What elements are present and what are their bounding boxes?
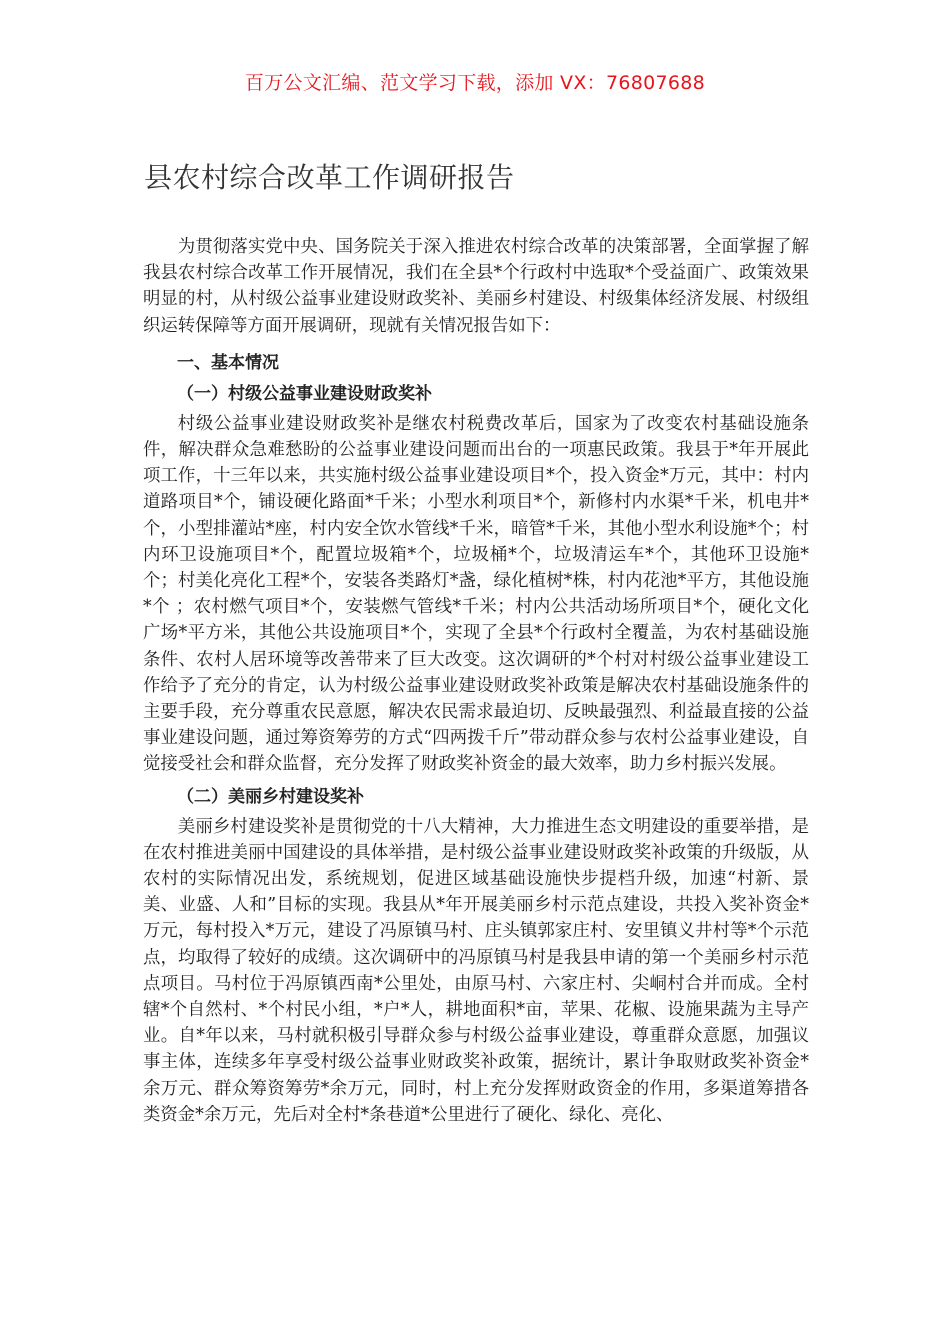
promo-banner: 百万公文汇编、范文学习下载，添加 VX：76807688 bbox=[244, 72, 706, 94]
public-welfare-subsidy-paragraph: 村级公益事业建设财政奖补是继农村税费改革后，国家为了改变农村基础设施条件，解决群众急难愁盼的公益事业建设问题而出台的一项惠民政策。我县于*年开展此项工作，十三年以来，共实施村级公益事业建设项目*个，投入资金*万元，其中：村内道路项目*个，铺设硬化路面*千米；小型水利项目*个，新修村内水渠*千米，机电井*个，小型排灌站*座，村内安全饮水管线*千米，暗管*千米，其他小型水利设施*个；村内环卫设施项目*个，配置垃圾箱*个，垃圾桶*个，垃圾清运车*个，其他环卫设施*个；村美化亮化工程*个，安装各类路灯*盏，绿化植树*株，村内花池*平方，其他设施*个 ；农村燃气项目*个，安装燃气管线*千米；村内公共活动场所项目*个，硬化文化广场*平方米，其他公共设施项目*个，实现了全县*个行政村全覆盖，为农村基础设施条件、农村人居环境等改善带来了巨大改变。这次调研的*个村对村级公益事业建设工作给予了充分的肯定，认为村级公益事业建设财政奖补政策是解决农村基础设施条件的主要手段，充分尊重农民意愿，解决农民需求最迫切、反映最强烈、利益最直接的公益事业建设问题，通过筹资筹劳的方式“四两拨千斤”带动群众参与农村公益事业建设，自觉接受社会和群众监督，充分发挥了财政奖补资金的最大效率，助力乡村振兴发展。 bbox=[143, 413, 809, 775]
subsection-heading-public-welfare-subsidy: （一）村级公益事业建设财政奖补 bbox=[177, 383, 432, 404]
subsection-heading-beautiful-village-subsidy: （二）美丽乡村建设奖补 bbox=[177, 786, 364, 807]
beautiful-village-paragraph: 美丽乡村建设奖补是贯彻党的十八大精神，大力推进生态文明建设的重要举措，是在农村推进美丽中国建设的具体举措，是村级公益事业建设财政奖补政策的升级版，从农村的实际情况出发，系统规划，促进区域基础设施快步提档升级，加速“村新、景美、业盛、人和”目标的实现。我县从*年开展美丽乡村示范点建设，共投入奖补资金*万元，每村投入*万元，建设了冯原镇马村、庄头镇郭家庄村、安里镇义井村等*个示范点，均取得了较好的成绩。这次调研中的冯原镇马村是我县申请的第一个美丽乡村示范点项目。马村位于冯原镇西南*公里处，由原马村、六家庄村、尖峒村合并而成。全村辖*个自然村、*个村民小组，*户*人，耕地面积*亩，苹果、花椒、设施果蔬为主导产业。自*年以来，马村就积极引导群众参与村级公益事业建设，尊重群众意愿，加强议事主体，连续多年享受村级公益事业财政奖补政策，据统计，累计争取财政奖补资金*余万元、群众筹资筹劳*余万元，同时，村上充分发挥财政资金的作用，多渠道筹措各类资金*余万元，先后对全村*条巷道*公里进行了硬化、绿化、亮化、 bbox=[143, 816, 809, 1125]
section-heading-basic-situation: 一、基本情况 bbox=[177, 352, 279, 373]
intro-paragraph: 为贯彻落实党中央、国务院关于深入推进农村综合改革的决策部署，全面掌握了解我县农村综合改革工作开展情况，我们在全县*个行政村中选取*个受益面广、政策效果明显的村，从村级公益事业建设财政奖补、美丽乡村建设、村级集体经济发展、村级组织运转保障等方面开展调研，现就有关情况报告如下： bbox=[143, 237, 809, 336]
document-title: 县农村综合改革工作调研报告 bbox=[144, 161, 515, 194]
document-body bbox=[143, 234, 809, 1128]
